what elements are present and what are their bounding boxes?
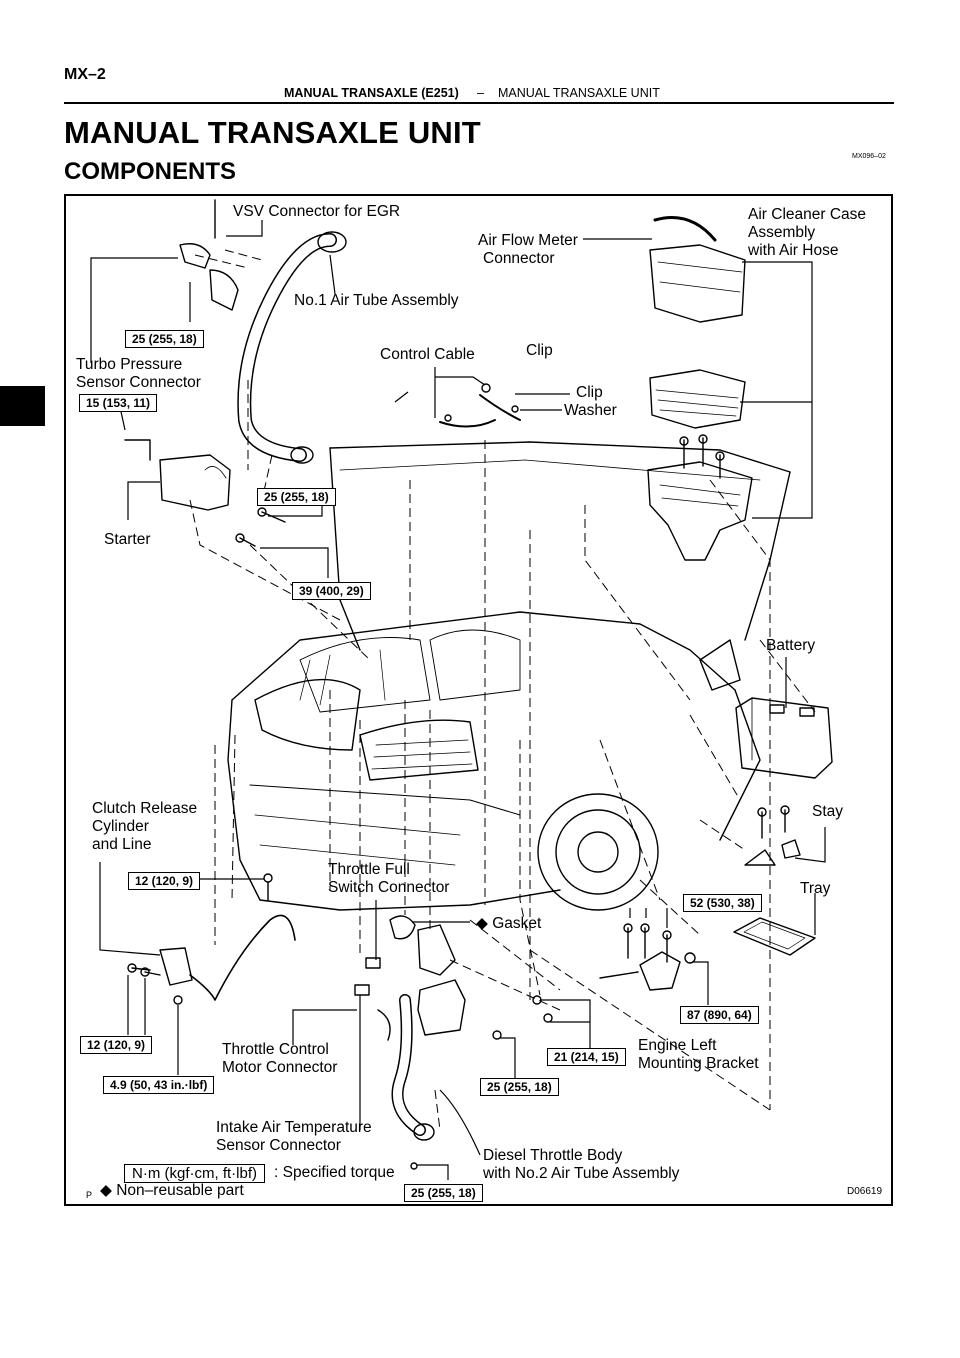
label-intake-air-temp-1: Intake Air Temperature — [216, 1119, 372, 1136]
label-engine-left-2: Mounting Bracket — [638, 1055, 759, 1072]
label-control-cable: Control Cable — [380, 346, 475, 363]
label-air-flow-meter-2: Connector — [483, 250, 555, 267]
gasket-text: Gasket — [492, 915, 542, 932]
label-intake-air-temp-2: Sensor Connector — [216, 1137, 341, 1154]
doc-code: MX096–02 — [852, 153, 886, 160]
label-stay: Stay — [812, 803, 844, 820]
label-turbo-pressure-2: Sensor Connector — [76, 374, 201, 391]
torque-spec-turbo-bolt: 25 (255, 18) — [125, 330, 204, 348]
label-clutch-release-3: and Line — [92, 836, 152, 853]
label-starter: Starter — [104, 531, 151, 548]
torque-spec-throttle-nuts: 21 (214, 15) — [547, 1048, 626, 1066]
nonreusable-diamond-icon: ◆ — [100, 1182, 112, 1199]
header-separator: – — [477, 86, 484, 100]
label-air-cleaner-2: Assembly — [748, 224, 816, 241]
page-number: MX–2 — [64, 66, 106, 83]
label-tray: Tray — [800, 880, 831, 897]
label-engine-left-1: Engine Left — [638, 1037, 717, 1054]
label-throttle-full-2: Switch Connector — [328, 879, 450, 896]
label-diesel-throttle-1: Diesel Throttle Body — [483, 1147, 623, 1164]
label-clutch-release-2: Cylinder — [92, 818, 149, 835]
label-air-cleaner-3: with Air Hose — [748, 242, 839, 259]
label-battery: Battery — [766, 637, 816, 654]
torque-spec-clutch-cylinder: 12 (120, 9) — [80, 1036, 152, 1054]
label-washer: Washer — [564, 402, 617, 419]
page-title: MANUAL TRANSAXLE UNIT — [64, 115, 481, 150]
label-no1-air-tube: No.1 Air Tube Assembly — [294, 292, 459, 309]
legend-unit-box: N·m (kgf·cm, ft·lbf) — [124, 1164, 265, 1183]
label-throttle-full-1: Throttle Full — [328, 861, 410, 878]
nonreusable-diamond-icon: ◆ — [476, 915, 488, 932]
legend-unit-text: : Specified torque — [274, 1164, 395, 1181]
legend-nonreusable-text: Non–reusable part — [116, 1182, 244, 1199]
label-clutch-release-1: Clutch Release — [92, 800, 198, 817]
page-subtitle: COMPONENTS — [64, 158, 237, 185]
corner-mark: P — [86, 1190, 93, 1200]
label-gasket — [476, 915, 541, 933]
legend-nonreusable — [100, 1182, 244, 1200]
figure-id: D06619 — [847, 1186, 883, 1197]
torque-spec-starter-terminal: 15 (153, 11) — [79, 394, 157, 412]
torque-spec-bracket-nut: 87 (890, 64) — [680, 1006, 759, 1024]
label-vsv-connector: VSV Connector for EGR — [233, 203, 401, 220]
torque-spec-throttle-bolt: 25 (255, 18) — [480, 1078, 559, 1096]
torque-spec-clamp-bolt: 4.9 (50, 43 in.·lbf) — [103, 1076, 214, 1094]
torque-spec-clutch-line: 12 (120, 9) — [128, 872, 200, 890]
header-section: MANUAL TRANSAXLE (E251) — [284, 86, 459, 100]
label-turbo-pressure-1: Turbo Pressure — [76, 356, 183, 373]
label-diesel-throttle-2: with No.2 Air Tube Assembly — [483, 1165, 680, 1182]
label-throttle-control-1: Throttle Control — [222, 1041, 329, 1058]
label-air-flow-meter-1: Air Flow Meter — [478, 232, 578, 249]
label-throttle-control-2: Motor Connector — [222, 1059, 338, 1076]
label-clip: Clip — [526, 342, 553, 359]
label-air-cleaner-1: Air Cleaner Case — [748, 206, 867, 223]
header-subsection: MANUAL TRANSAXLE UNIT — [498, 86, 660, 100]
torque-spec-air-tube-bolt: 25 (255, 18) — [257, 488, 336, 506]
torque-spec-tube-bolt: 25 (255, 18) — [404, 1184, 483, 1202]
label-clip-2: Clip — [576, 384, 603, 401]
torque-spec-starter-bolt: 39 (400, 29) — [292, 582, 371, 600]
torque-spec-bracket-bolts: 52 (530, 38) — [683, 894, 762, 912]
